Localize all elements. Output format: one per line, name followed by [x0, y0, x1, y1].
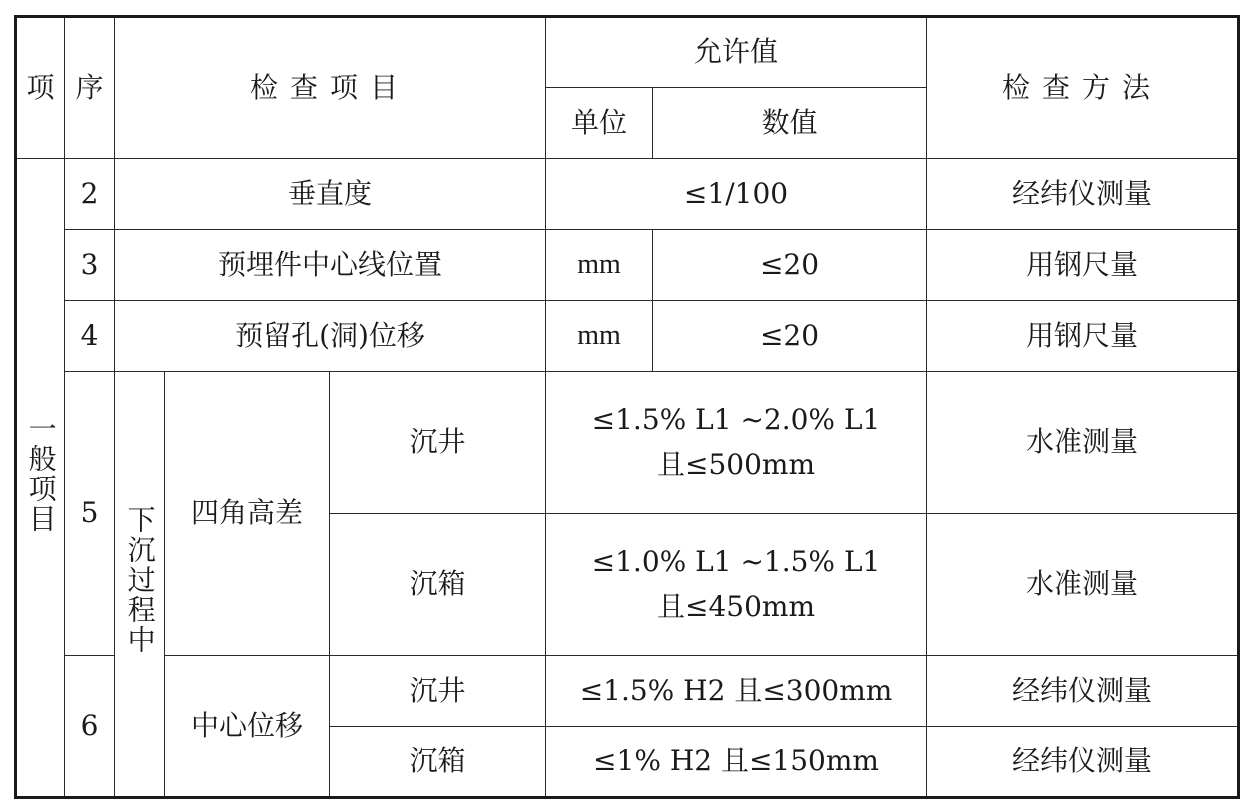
row5-well-allowed-line1: ≤1.5% L1 ~2.0% L1 [591, 402, 881, 436]
inspection-table [14, 15, 1240, 799]
row5-caisson-allowed [546, 514, 927, 656]
row6-well-type: 沉井 [330, 656, 546, 727]
header-xiang: 项 [16, 17, 65, 159]
row6-well-allowed: ≤1.5% H2 且≤300mm [546, 656, 927, 727]
row5-well-allowed-line2: 且≤500mm [657, 447, 816, 481]
row5-no: 5 [65, 372, 115, 656]
phase-label: 下沉过程中 [123, 505, 157, 656]
row6-caisson-allowed: ≤1% H2 且≤150mm [546, 727, 927, 798]
category-cell [16, 159, 65, 798]
row5-well-allowed [546, 372, 927, 514]
header-value: 数值 [653, 88, 927, 159]
row3-method: 用钢尺量 [927, 230, 1239, 301]
row6-caisson-method: 经纬仪测量 [927, 727, 1239, 798]
row5-well-method: 水准测量 [927, 372, 1239, 514]
row2-method: 经纬仪测量 [927, 159, 1239, 230]
row4-method: 用钢尺量 [927, 301, 1239, 372]
row3-no: 3 [65, 230, 115, 301]
row4-no: 4 [65, 301, 115, 372]
header-check-item: 检查项目 [115, 17, 546, 159]
row4-item: 预留孔(洞)位移 [115, 301, 546, 372]
row5-item: 四角高差 [165, 372, 330, 656]
row2-allowed: ≤1/100 [546, 159, 927, 230]
category-label: 一般项目 [24, 413, 58, 534]
row6-caisson-type: 沉箱 [330, 727, 546, 798]
row5-well-type: 沉井 [330, 372, 546, 514]
header-xu: 序 [65, 17, 115, 159]
row3-item: 预埋件中心线位置 [115, 230, 546, 301]
header-unit: 单位 [546, 88, 653, 159]
row2-no: 2 [65, 159, 115, 230]
header-allowed: 允许值 [546, 17, 927, 88]
row5-caisson-method: 水准测量 [927, 514, 1239, 656]
row5-caisson-allowed-line2: 且≤450mm [657, 589, 816, 623]
phase-cell [115, 372, 165, 798]
row5-caisson-allowed-line1: ≤1.0% L1 ~1.5% L1 [591, 544, 881, 578]
row6-well-method: 经纬仪测量 [927, 656, 1239, 727]
row5-caisson-type: 沉箱 [330, 514, 546, 656]
row6-item: 中心位移 [165, 656, 330, 798]
row3-unit: mm [546, 230, 653, 301]
row4-value: ≤20 [653, 301, 927, 372]
row6-no: 6 [65, 656, 115, 798]
row3-value: ≤20 [653, 230, 927, 301]
row4-unit: mm [546, 301, 653, 372]
header-method: 检查方法 [927, 17, 1239, 159]
row2-item: 垂直度 [115, 159, 546, 230]
